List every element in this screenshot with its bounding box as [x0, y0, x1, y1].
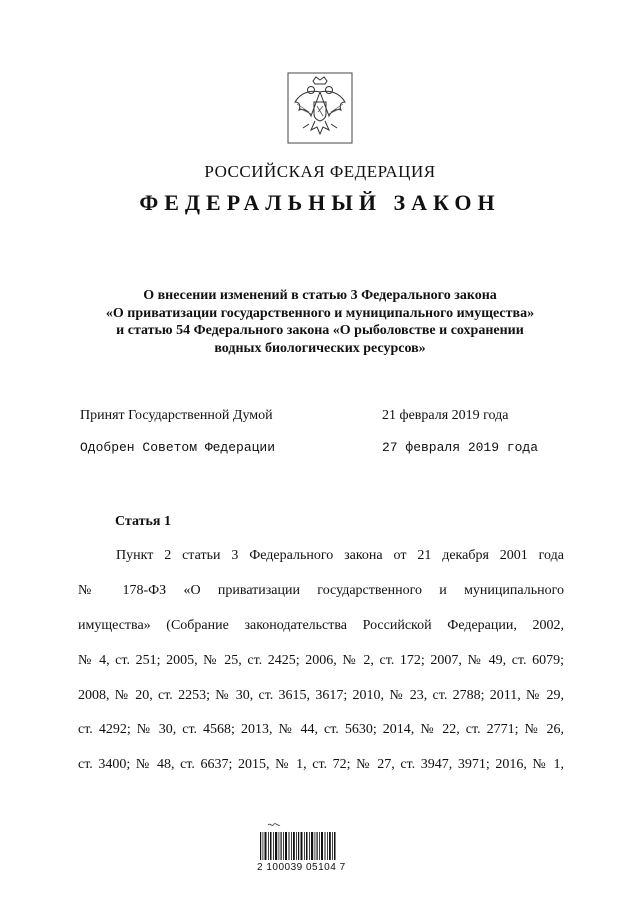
coat-of-arms-icon — [287, 72, 353, 144]
title-line: О внесении изменений в статью 3 Федерального закона — [143, 288, 497, 303]
document-type: ФЕДЕРАЛЬНЫЙ ЗАКОН — [139, 190, 501, 215]
title-line: «О приватизации государственного и муниципального имущества» — [105, 305, 535, 321]
law-title — [60, 287, 580, 357]
article-text-line: ст. 3400; № 48, ст. 6637; 2015, № 1, ст. 72; № 27, ст. 3947, 3971; 2016, № 1, — [78, 757, 564, 772]
article-text-line: 2008, № 20, ст. 2253; № 30, ст. 3615, 3617; 2010, № 23, ст. 2788; 2011, № 29, — [78, 688, 564, 703]
article-text-line: Пункт 2 статьи 3 Федерального закона от 21 декабря 2001 года — [116, 548, 564, 563]
approved-date: 27 февраля 2019 года — [382, 440, 539, 455]
barcode-number: 2 100039 05104 7 — [257, 862, 346, 873]
adopted-date: 21 февраля 2019 года — [382, 408, 509, 423]
article-text-line: имущества» (Собрание законодательства Российской Федерации, 2002, — [78, 618, 564, 633]
title-line: и статью 54 Федерального закона «О рыболовстве и сохранении — [116, 323, 524, 338]
adopted-by-duma-label: Принят Государственной Думой — [80, 408, 273, 423]
article-text-line: ст. 4292; № 30, ст. 4568; 2013, № 44, ст. 5630; 2014, № 22, ст. 2771; № 26, — [78, 722, 564, 737]
article-text-line: № 4, ст. 251; 2005, № 25, ст. 2425; 2006, № 2, ст. 172; 2007, № 49, ст. 6079; — [78, 653, 564, 668]
article-heading: Статья 1 — [115, 514, 171, 529]
barcode-icon — [258, 822, 338, 866]
article-text-line: № 178-ФЗ «О приватизации государственного и муниципального — [78, 583, 564, 598]
approved-by-council-label: Одобрен Советом Федерации — [80, 440, 276, 455]
country-name: РОССИЙСКАЯ ФЕДЕРАЦИЯ — [204, 162, 436, 181]
title-line: водных биологических ресурсов» — [214, 340, 426, 356]
